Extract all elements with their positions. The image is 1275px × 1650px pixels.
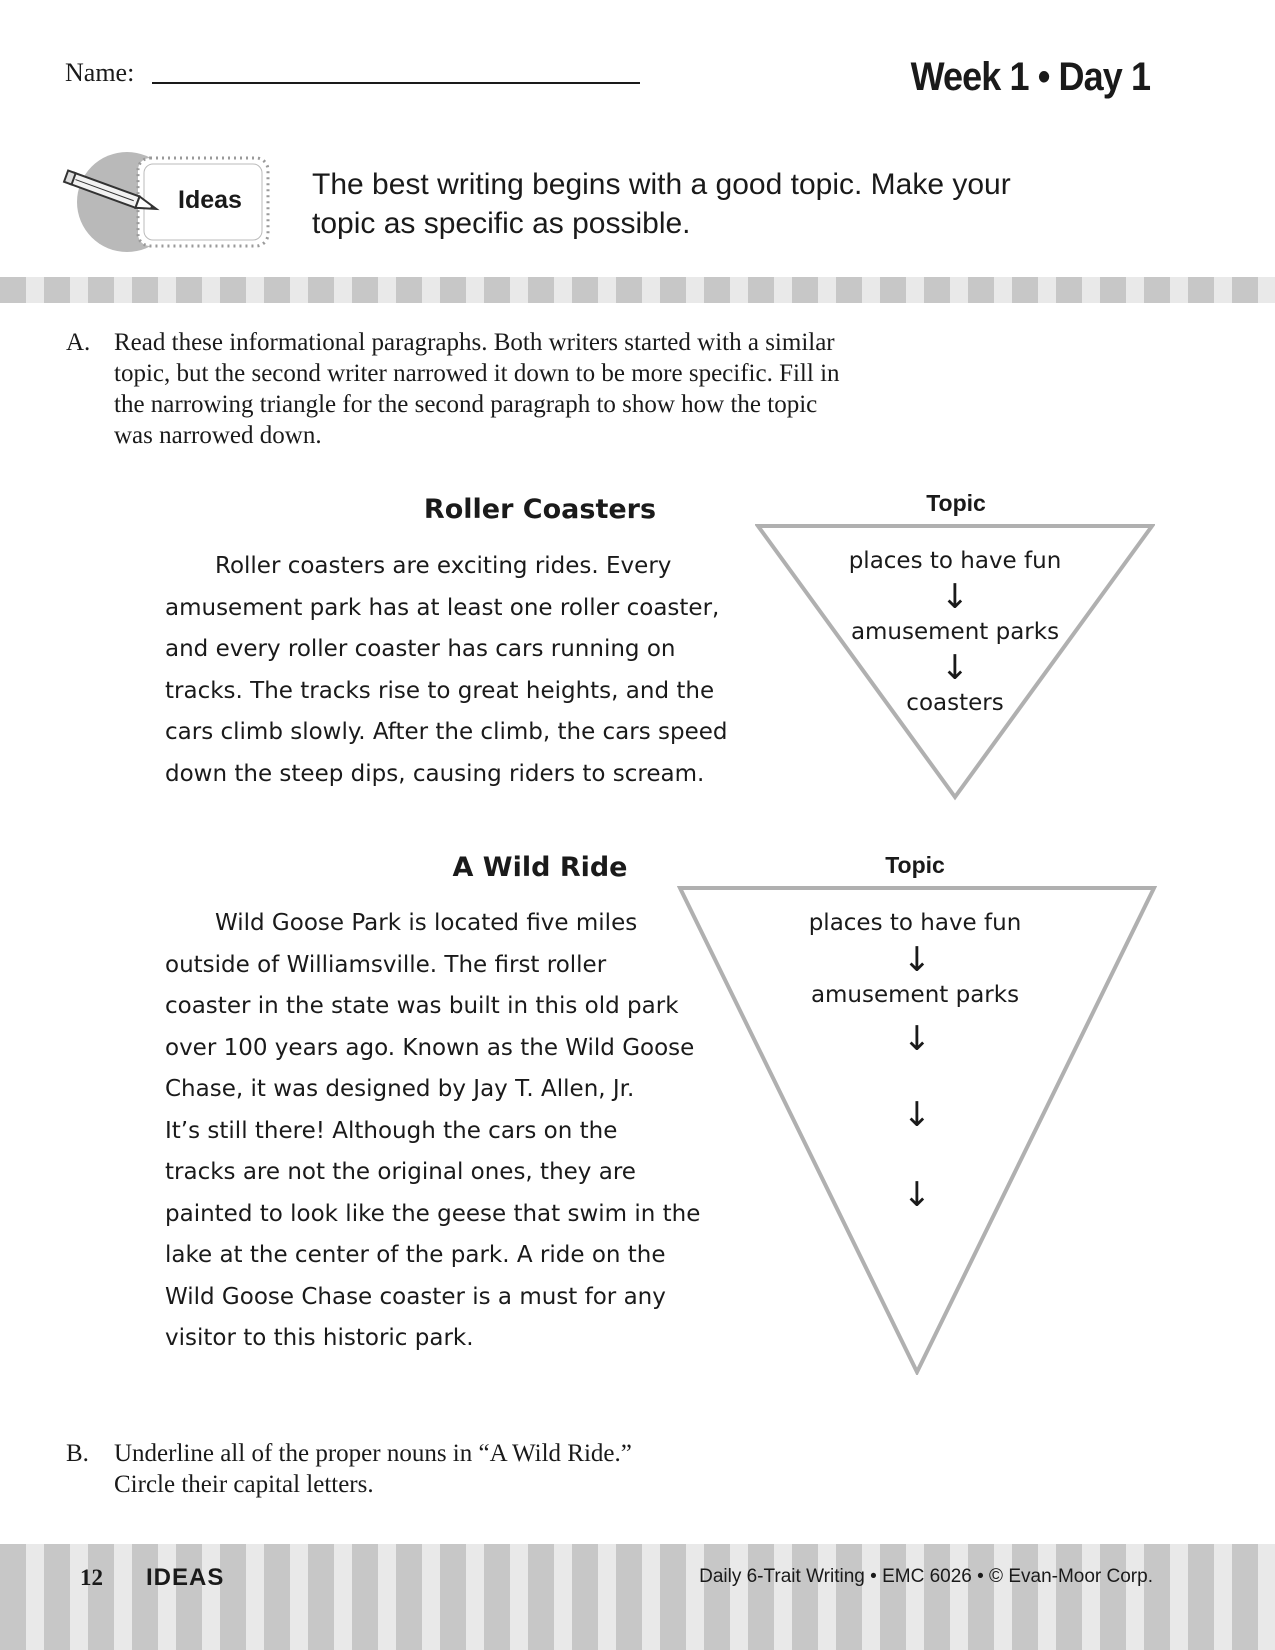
triangle-blank-1[interactable] (800, 1062, 1030, 1098)
divider-band (0, 277, 1275, 303)
ideas-badge (62, 150, 292, 255)
instruction-line: topic, but the second writer narrowed it down to be more specific. Fill in (114, 360, 840, 387)
topic-label: Topic (926, 490, 986, 516)
instruction-line: Underline all of the proper nouns in “A Wild Ride.” (114, 1440, 632, 1467)
intro-text (312, 165, 1072, 243)
name-write-line[interactable] (152, 82, 640, 84)
story-paragraph (165, 546, 755, 795)
week-day-title: Week 1 • Day 1 (910, 55, 1150, 99)
story-line: Wild Goose Park is located five miles (215, 910, 638, 936)
footer-credit: Daily 6-Trait Writing • EMC 6026 • © Evan-Moor Corp. (699, 1566, 1153, 1587)
story-line: visitor to this historic park. (165, 1325, 474, 1351)
name-label: Name: (65, 58, 135, 87)
instruction-line: the narrowing triangle for the second paragraph to show how the topic (114, 391, 818, 418)
triangle-item: places to have fun (808, 910, 1022, 936)
triangle-blank-2[interactable] (820, 1140, 1010, 1176)
down-arrow-icon: ↓ (902, 1019, 932, 1059)
story-line: amusement park has at least one roller coaster, (165, 594, 720, 621)
story-line: lake at the center of the park. A ride on the (165, 1242, 666, 1268)
down-arrow-icon: ↓ (940, 648, 970, 688)
story-title: Roller Coasters (423, 494, 657, 525)
triangle-item: amusement parks (850, 619, 1060, 645)
instruction-line: Read these informational paragraphs. Both writers started with a similar (114, 329, 835, 356)
story-line: outside of Williamsville. The first roller (165, 951, 607, 978)
story-line: tracks are not the original ones, they are (165, 1159, 636, 1185)
intro-line: topic as specific as possible. (312, 207, 691, 240)
story-line: Chase, it was designed by Jay T. Allen, Jr. (165, 1076, 635, 1102)
section-letter: A. (66, 329, 91, 356)
instruction-line: was narrowed down. (114, 422, 322, 449)
ideas-label: Ideas (178, 186, 242, 214)
section-b-instructions (66, 1438, 1066, 1500)
story-title: A Wild Ride (452, 852, 628, 883)
triangle-item: coasters (906, 690, 1004, 716)
down-arrow-icon: ↓ (902, 1175, 932, 1215)
story-line: coaster in the state was built in this old park (165, 993, 679, 1019)
story-paragraph (165, 903, 725, 1360)
triangle-blank-3[interactable] (845, 1220, 985, 1256)
footer-band (0, 1544, 1275, 1650)
down-arrow-icon: ↓ (940, 577, 970, 617)
story-line: tracks. The tracks rise to great heights, and the (165, 677, 715, 704)
story-line: painted to look like the geese that swim in the (165, 1200, 701, 1227)
down-arrow-icon: ↓ (902, 1095, 932, 1135)
page-number: 12 (80, 1565, 103, 1590)
story-line: and every roller coaster has cars running on (165, 636, 676, 662)
story-line: It’s still there! Although the cars on the (165, 1117, 618, 1144)
story-line: Roller coasters are exciting rides. Every (215, 553, 672, 579)
down-arrow-icon: ↓ (902, 940, 932, 980)
story-line: Wild Goose Chase coaster is a must for any (165, 1283, 666, 1310)
story-line: cars climb slowly. After the climb, the cars speed (165, 719, 728, 745)
story-line: down the steep dips, causing riders to scream. (165, 760, 705, 787)
instruction-line: Circle their capital letters. (114, 1471, 374, 1498)
intro-line: The best writing begins with a good topic. Make your (312, 168, 1011, 201)
section-letter: B. (66, 1440, 89, 1467)
topic-label: Topic (885, 852, 945, 878)
section-a-instructions (66, 327, 1066, 451)
triangle-item: amusement parks (810, 982, 1020, 1008)
triangle-item: places to have fun (848, 548, 1062, 574)
story-line: over 100 years ago. Known as the Wild Goose (165, 1034, 695, 1061)
footer-section-label: IDEAS (146, 1564, 225, 1591)
